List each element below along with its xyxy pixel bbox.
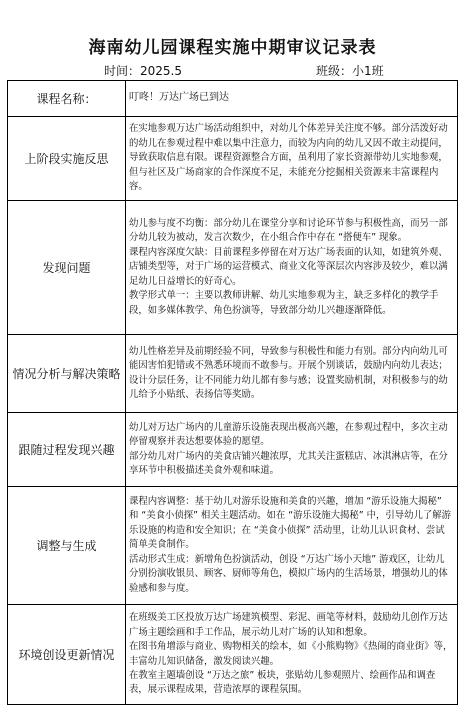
row-label: 发现问题 <box>8 201 126 335</box>
row-content <box>126 605 458 705</box>
row-content <box>126 487 458 605</box>
table-row <box>8 117 458 201</box>
row-paragraph: 在教室主题墙创设 “万达之旅” 板块，张贴幼儿参观照片、绘画作品和调查表，展示课程成果，营造浓厚的课程氛围。 <box>129 669 436 696</box>
row-label: 情况分析与解决策略 <box>8 335 126 413</box>
row-paragraph: 课程内容深度欠缺：目前课程多停留在对万达广场表面的认知，如建筑外观、店铺类型等，对于广场的运营模式、商业文化等深层次内容涉及较少，难以满足幼儿日益增长的好奇心。 <box>129 246 448 287</box>
row-paragraph: 幼儿参与度不均衡：部分幼儿在课堂分享和讨论环节参与积极性高，而另一部分幼儿较为被动，发言次数少，在小组合作中存在 “搭便车” 现象。 <box>129 218 448 244</box>
table-row <box>8 487 458 605</box>
table-row <box>8 605 458 705</box>
table-row <box>8 81 458 117</box>
row-content <box>126 81 458 117</box>
row-paragraph: 幼儿性格差异及前期经验不同，导致参与积极性和能力有别。部分内向幼儿可能因害怕犯错或不熟悉环境而不敢参与。开展个别谈话，鼓励内向幼儿表达；设计分层任务，让不同能力幼儿都有参与感；设置奖励机制，对积极参与的幼儿给予小贴纸、表扬信等奖励。 <box>129 345 448 400</box>
row-paragraph: 在班级美工区投放万达广场建筑模型、彩泥、画笔等材料，鼓励幼儿创作万达广场主题绘画和手工作品，展示幼儿对广场的认知和想象。 <box>129 612 448 638</box>
row-content <box>126 117 458 201</box>
row-paragraph: 部分幼儿对广场内的美食店铺兴趣浓厚，尤其关注蛋糕店、冰淇淋店等，在分享环节中积极描述美食外观和味道。 <box>129 450 448 476</box>
row-paragraph: 幼儿对万达广场内的儿童游乐设施表现出极高兴趣，在参观过程中，多次主动停留观察并表达想要体验的愿望。 <box>129 421 448 448</box>
row-paragraph: 叮咚！万达广场已到达 <box>129 92 229 104</box>
row-paragraph: 活动形式生成：新增角色扮演活动，创设 “万达广场小天地” 游戏区，让幼儿分别扮演收银员、顾客、厨师等角色，模拟广场内的生活场景，增强幼儿的体验感和参与度。 <box>129 553 448 594</box>
table-row <box>8 413 458 487</box>
row-paragraph: 课程内容调整：基于幼儿对游乐设施和美食的兴趣，增加 “游乐设施大揭秘” 和 “美食小侦探” 相关主题活动。如在 “游乐设施大揭秘” 中，引导幼儿了解游乐设施的构造和安全知识；在 “美食小侦探” 活动里，让幼儿认识食材、尝试简单美食制作。 <box>129 496 451 551</box>
table-row <box>8 201 458 335</box>
row-label: 上阶段实施反思 <box>8 117 126 201</box>
document-title: 海南幼儿园课程实施中期审议记录表 <box>88 38 377 58</box>
row-content <box>126 335 458 413</box>
row-paragraph: 在实地参观万达广场活动组织中，对幼儿个体差异关注度不够。部分活泼好动的幼儿在参观过程中难以集中注意力，而较为内向的幼儿又因不敢主动提问，导致获取信息有限。课程资源整合方面，虽利用了家长资源带幼儿实地参观，但与社区及广场商家的合作深度不足，未能充分挖掘相关资源来丰富课程内容。 <box>129 123 448 193</box>
row-label: 环境创设更新情况 <box>8 605 126 705</box>
table-row <box>8 335 458 413</box>
row-label: 跟随过程发现兴趣 <box>8 413 126 487</box>
record-table <box>7 80 458 705</box>
row-label: 调整与生成 <box>8 487 126 605</box>
row-paragraph: 在图书角增添与商业、购物相关的绘本，如《小熊购物》《热闹的商业街》等，丰富幼儿知识储备，激发阅读兴趣。 <box>129 641 453 667</box>
meta-class: 班级：小1班 <box>316 64 384 78</box>
meta-time: 时间：2025.5 <box>104 64 182 78</box>
row-content <box>126 201 458 335</box>
row-content <box>126 413 458 487</box>
row-paragraph: 教学形式单一：主要以教师讲解、幼儿实地参观为主，缺乏多样化的教学手段，如多媒体教学、角色扮演等，导致部分幼儿兴趣逐渐降低。 <box>129 290 439 316</box>
row-label: 课程名称： <box>8 81 126 117</box>
